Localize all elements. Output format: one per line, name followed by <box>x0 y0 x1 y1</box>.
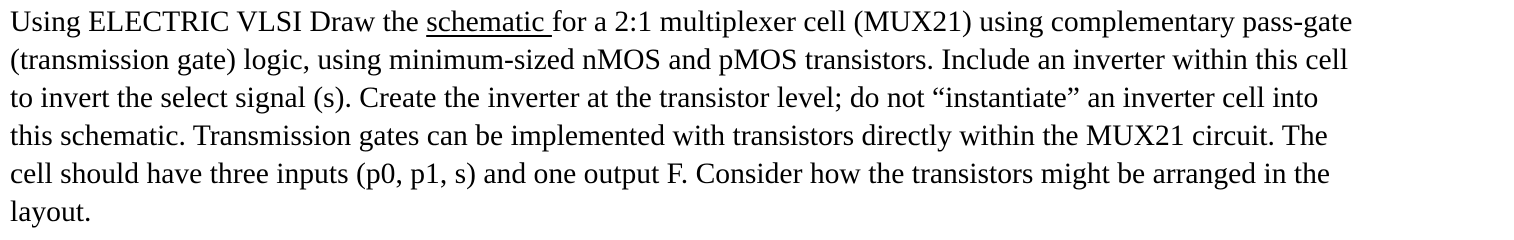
underlined-word-schematic: schematic <box>426 6 552 38</box>
paragraph-line-5: cell should have three inputs (p0, p1, s) and one output F. Consider how the transistors might be arranged in the <box>10 157 1331 190</box>
paragraph-line-1 <box>10 4 1504 42</box>
paragraph-line-2: (transmission gate) logic, using minimum-sized nMOS and pMOS transistors. Include an inverter within this cell <box>10 43 1349 76</box>
line-1-text-start: Using ELECTRIC VLSI Draw the <box>10 6 427 38</box>
paragraph-line-6: layout. <box>10 195 92 228</box>
paragraph-line-4: this schematic. Transmission gates can be implemented with transistors directly within the MUX21 circuit. The <box>10 119 1328 152</box>
instruction-paragraph <box>10 4 1504 231</box>
line-1-text-end: for a 2:1 multiplexer cell (MUX21) using complementary pass-gate <box>551 6 1353 38</box>
paragraph-line-3: to invert the select signal (s). Create the inverter at the transistor level; do not “instantiate” an inverter cell into <box>10 81 1319 114</box>
